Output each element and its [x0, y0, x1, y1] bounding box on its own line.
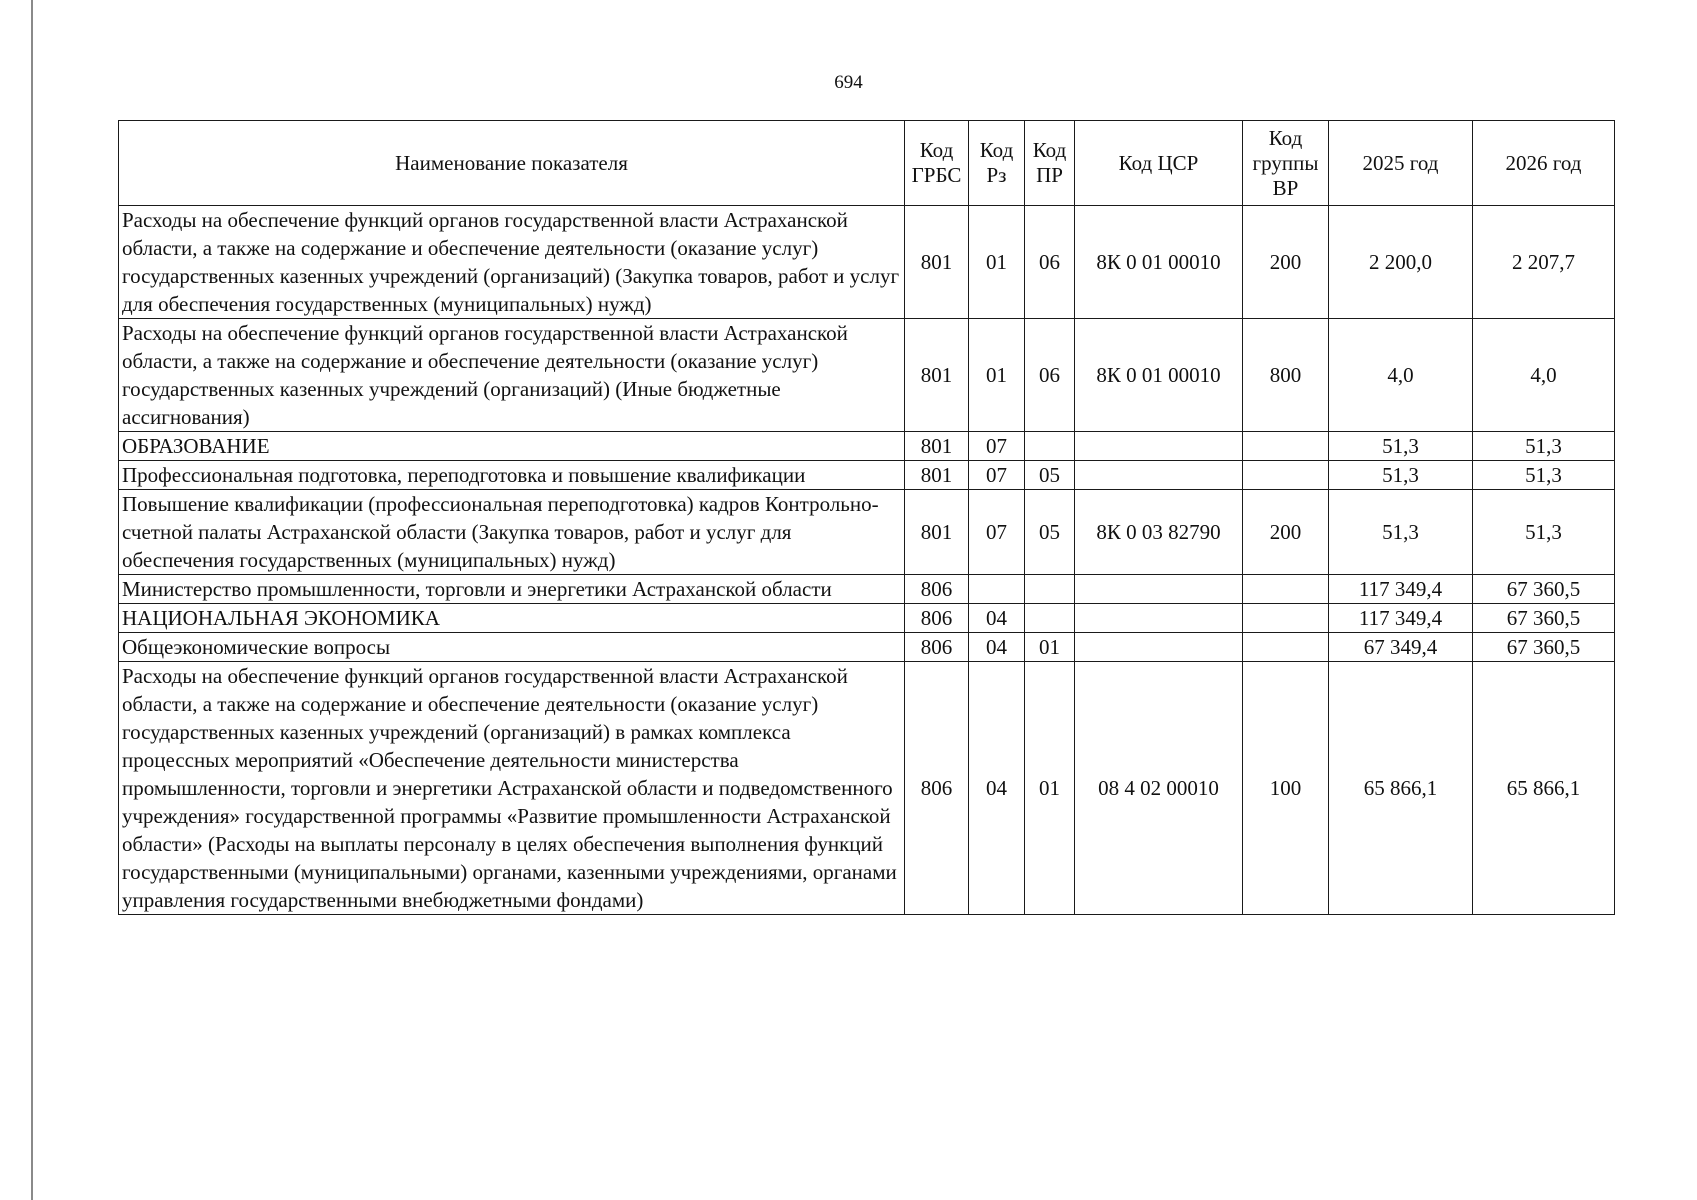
row-name: Профессиональная подготовка, переподготовка и повышение квалификации	[119, 461, 905, 490]
row-rz: 01	[969, 319, 1025, 432]
row-grbs: 806	[905, 662, 969, 915]
row-vr	[1243, 633, 1329, 662]
row-grbs: 801	[905, 461, 969, 490]
row-name: Расходы на обеспечение функций органов государственной власти Астраханской области, а также на содержание и обеспечение деятельности (оказание услуг) государственных казенных учреждений (организаций) (Закупка товаров, работ и услуг для обеспечения государственных (муниципальных) нужд)	[119, 206, 905, 319]
row-2025: 51,3	[1329, 461, 1473, 490]
row-csr	[1075, 575, 1243, 604]
row-name: Расходы на обеспечение функций органов государственной власти Астраханской области, а также на содержание и обеспечение деятельности (оказание услуг) государственных казенных учреждений (организаций) (Иные бюджетные ассигнования)	[119, 319, 905, 432]
budget-table	[118, 120, 1615, 915]
row-2026: 51,3	[1473, 461, 1615, 490]
row-grbs: 806	[905, 633, 969, 662]
row-csr	[1075, 461, 1243, 490]
row-2025: 117 349,4	[1329, 575, 1473, 604]
row-pr	[1025, 575, 1075, 604]
row-pr: 06	[1025, 319, 1075, 432]
header-2026: 2026 год	[1473, 121, 1615, 206]
row-vr	[1243, 432, 1329, 461]
row-2026: 51,3	[1473, 432, 1615, 461]
row-csr: 8К 0 01 00010	[1075, 206, 1243, 319]
table-row	[119, 662, 1615, 915]
header-vr: Код группы ВР	[1243, 121, 1329, 206]
row-2026: 67 360,5	[1473, 604, 1615, 633]
row-rz: 01	[969, 206, 1025, 319]
row-2026: 67 360,5	[1473, 633, 1615, 662]
row-grbs: 801	[905, 319, 969, 432]
row-pr: 01	[1025, 633, 1075, 662]
row-csr	[1075, 432, 1243, 461]
row-grbs: 801	[905, 432, 969, 461]
row-pr: 05	[1025, 461, 1075, 490]
row-pr: 01	[1025, 662, 1075, 915]
row-rz: 04	[969, 633, 1025, 662]
row-csr: 8К 0 03 82790	[1075, 490, 1243, 575]
table-header-row	[119, 121, 1615, 206]
row-2026: 65 866,1	[1473, 662, 1615, 915]
header-name: Наименование показателя	[119, 121, 905, 206]
row-name: Общеэкономические вопросы	[119, 633, 905, 662]
row-2025: 4,0	[1329, 319, 1473, 432]
row-2025: 51,3	[1329, 490, 1473, 575]
row-grbs: 806	[905, 604, 969, 633]
row-csr	[1075, 604, 1243, 633]
table-row	[119, 432, 1615, 461]
scan-edge-line	[31, 0, 33, 1200]
row-name: Расходы на обеспечение функций органов государственной власти Астраханской области, а также на содержание и обеспечение деятельности (оказание услуг) государственных казенных учреждений (организаций) в рамках комплекса процессных мероприятий «Обеспечение деятельности министерства промышленности, торговли и энергетики Астраханской области и подведомственного учреждения» государственной программы «Развитие промышленности Астраханской области» (Расходы на выплаты персоналу в целях обеспечения выполнения функций государственными (муниципальными) органами, казенными учреждениями, органами управления государственными внебюджетными фондами)	[119, 662, 905, 915]
row-2025: 117 349,4	[1329, 604, 1473, 633]
header-rz: Код Рз	[969, 121, 1025, 206]
header-pr: Код ПР	[1025, 121, 1075, 206]
table-row	[119, 206, 1615, 319]
row-2025: 51,3	[1329, 432, 1473, 461]
row-grbs: 801	[905, 490, 969, 575]
header-csr: Код ЦСР	[1075, 121, 1243, 206]
row-2026: 67 360,5	[1473, 575, 1615, 604]
row-2025: 67 349,4	[1329, 633, 1473, 662]
row-vr: 200	[1243, 206, 1329, 319]
row-rz: 04	[969, 604, 1025, 633]
row-rz: 07	[969, 432, 1025, 461]
row-name: Повышение квалификации (профессиональная переподготовка) кадров Контрольно-счетной палаты Астраханской области (Закупка товаров, работ и услуг для обеспечения государственных (муниципальных) нужд)	[119, 490, 905, 575]
row-csr: 08 4 02 00010	[1075, 662, 1243, 915]
row-vr: 800	[1243, 319, 1329, 432]
table-row	[119, 575, 1615, 604]
row-vr	[1243, 461, 1329, 490]
row-pr	[1025, 604, 1075, 633]
row-pr: 06	[1025, 206, 1075, 319]
table-row	[119, 319, 1615, 432]
row-grbs: 806	[905, 575, 969, 604]
row-pr: 05	[1025, 490, 1075, 575]
row-rz	[969, 575, 1025, 604]
header-2025: 2025 год	[1329, 121, 1473, 206]
row-2025: 2 200,0	[1329, 206, 1473, 319]
row-rz: 07	[969, 490, 1025, 575]
row-2026: 4,0	[1473, 319, 1615, 432]
row-csr: 8К 0 01 00010	[1075, 319, 1243, 432]
row-vr: 200	[1243, 490, 1329, 575]
row-pr	[1025, 432, 1075, 461]
row-rz: 04	[969, 662, 1025, 915]
row-name: Министерство промышленности, торговли и энергетики Астраханской области	[119, 575, 905, 604]
row-rz: 07	[969, 461, 1025, 490]
table-row	[119, 461, 1615, 490]
row-grbs: 801	[905, 206, 969, 319]
table-row	[119, 633, 1615, 662]
row-2026: 51,3	[1473, 490, 1615, 575]
row-vr	[1243, 575, 1329, 604]
table-row	[119, 604, 1615, 633]
table-row	[119, 490, 1615, 575]
header-grbs: Код ГРБС	[905, 121, 969, 206]
row-csr	[1075, 633, 1243, 662]
row-name: НАЦИОНАЛЬНАЯ ЭКОНОМИКА	[119, 604, 905, 633]
row-vr: 100	[1243, 662, 1329, 915]
row-name: ОБРАЗОВАНИЕ	[119, 432, 905, 461]
row-2025: 65 866,1	[1329, 662, 1473, 915]
row-2026: 2 207,7	[1473, 206, 1615, 319]
page-number: 694	[834, 72, 863, 93]
row-vr	[1243, 604, 1329, 633]
